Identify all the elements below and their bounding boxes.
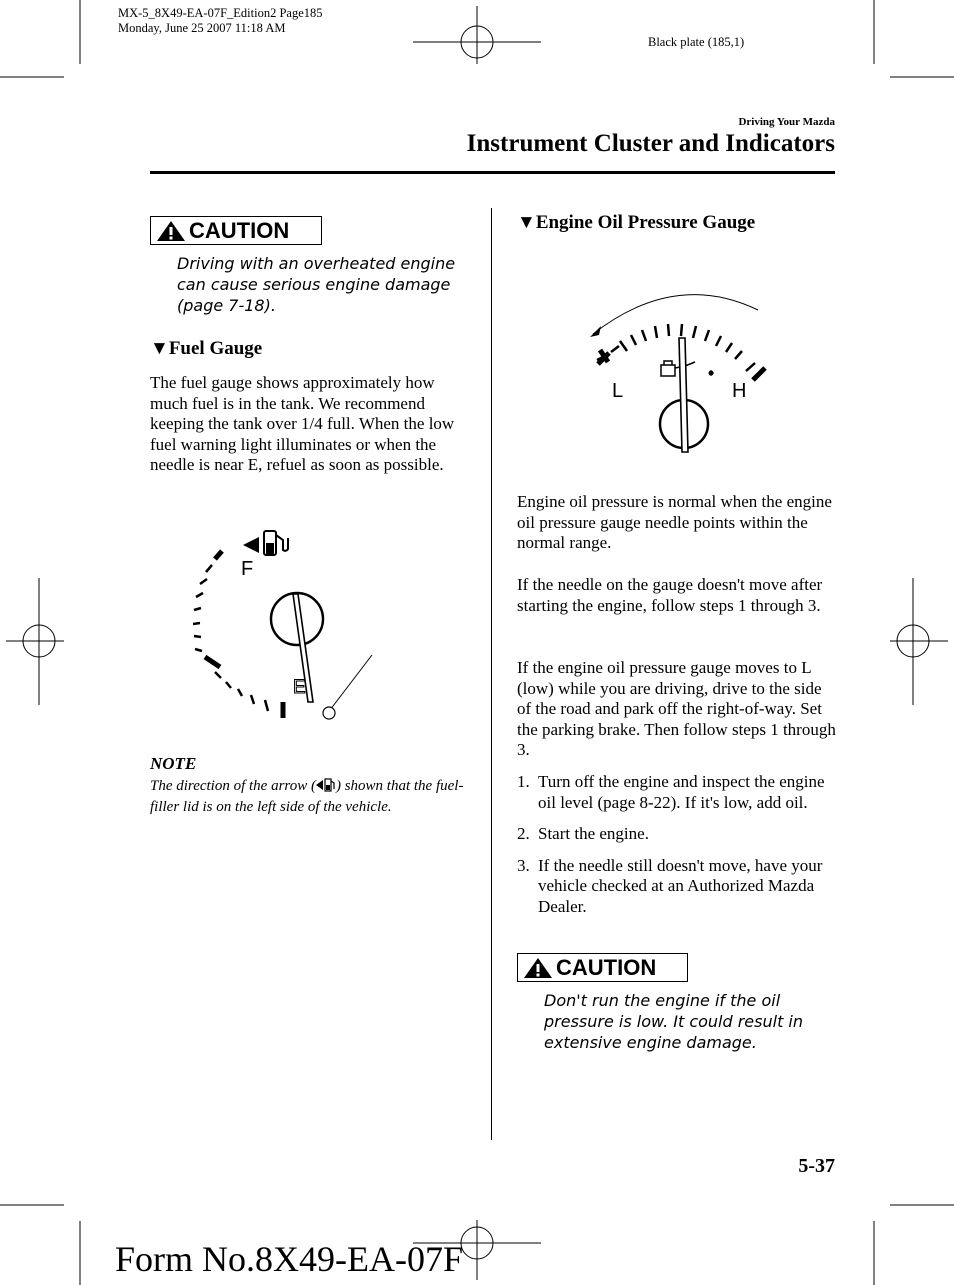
oil-tick xyxy=(716,336,721,346)
list-item xyxy=(517,772,835,813)
oil-paragraph-3: If the engine oil pressure gauge moves to L (low) while you are driving, drive to the side of the road and park off the right-of-way. Set the parking brake. Then follow steps 1 through 3. xyxy=(517,658,836,760)
oil-tick xyxy=(705,330,709,341)
fuel-gauge-heading-text: Fuel Gauge xyxy=(168,338,263,359)
step-number: 1. xyxy=(517,772,530,791)
fuel-tick xyxy=(194,636,201,637)
list-item xyxy=(517,824,835,845)
fuel-tick xyxy=(200,579,207,584)
fuel-gauge-illustration xyxy=(190,524,390,724)
fuel-tick xyxy=(226,682,231,688)
fuel-gauge-description: The fuel gauge shows approximately how much fuel is in the tank. We recommend keeping the tank over 1/4 full. When the low fuel warning light illuminates or when the needle is near E, refuel as soon as possible. xyxy=(150,373,455,475)
caution-text: Driving with an overheated engine can cause serious engine damage (page 7-18). xyxy=(177,254,456,315)
fuel-arrow-icon xyxy=(243,537,259,553)
caution-label: CAUTION xyxy=(556,954,657,980)
oil-tick-high xyxy=(753,368,765,380)
fuel-tick xyxy=(215,672,221,678)
note-heading: NOTE xyxy=(150,754,197,773)
step-number: 2. xyxy=(517,824,530,844)
column-divider xyxy=(491,208,492,1140)
oil-paragraph-1: Engine oil pressure is normal when the engine oil pressure gauge needle points within the normal range. xyxy=(517,492,832,553)
gauge-empty-label: E xyxy=(293,677,306,698)
plate-label: Black plate (185,1) xyxy=(648,35,745,49)
caution-box xyxy=(517,953,688,982)
oil-gauge-heading-text: Engine Oil Pressure Gauge xyxy=(535,212,756,233)
warning-icon xyxy=(523,957,553,979)
oil-tick xyxy=(620,341,627,351)
gauge-high-label: H xyxy=(732,380,747,402)
fuel-tick xyxy=(205,657,220,667)
print-meta-line2: Monday, June 25 2007 11:18 AM xyxy=(118,21,286,35)
caution-text: Don't run the engine if the oil pressure is low. It could result in extensive engine damage. xyxy=(544,991,804,1052)
note-text xyxy=(150,776,465,817)
oil-can-icon xyxy=(661,361,713,376)
triangle-bullet-icon: ▼ xyxy=(517,212,536,233)
oil-tick xyxy=(746,363,755,371)
oil-pressure-gauge-illustration xyxy=(575,290,775,460)
fuel-tick xyxy=(196,593,203,597)
gauge-full-label: F xyxy=(241,558,254,580)
arc-arrowhead xyxy=(590,326,601,337)
fuel-tick xyxy=(238,689,242,696)
step-number: 3. xyxy=(517,855,530,875)
triangle-bullet-icon: ▼ xyxy=(150,338,169,359)
note-text-part2: ) shown that the fuel-filler lid is on the left side of the vehicle. xyxy=(150,778,464,815)
oil-tick xyxy=(655,326,657,338)
oil-tick xyxy=(631,335,636,345)
oil-gauge-heading xyxy=(517,212,755,234)
oil-tick xyxy=(693,326,696,338)
oil-tick xyxy=(726,343,732,352)
warning-light-marker xyxy=(323,707,335,719)
print-meta-line1: MX-5_8X49-EA-07F_Edition2 Page185 xyxy=(118,6,323,20)
form-number: Form No.8X49-EA-07F xyxy=(115,1239,463,1279)
note-text-part1: The direction of the arrow ( xyxy=(150,778,316,794)
step-text: Turn off the engine and inspect the engine oil level (page 8-22). If it's low, add oil. xyxy=(538,772,825,812)
section-name: Driving Your Mazda xyxy=(738,116,835,128)
fuel-tick xyxy=(195,649,202,651)
step-text: Start the engine. xyxy=(538,824,649,844)
fuel-tick xyxy=(194,608,201,610)
step-text: If the needle still doesn't move, have your vehicle checked at an Authorized Mazda Dealer. xyxy=(538,855,823,916)
fuel-tick xyxy=(206,565,212,572)
fuel-tick xyxy=(193,623,200,624)
warning-icon xyxy=(156,220,186,242)
fuel-tick xyxy=(251,695,254,704)
fuel-gauge-heading xyxy=(150,338,262,360)
oil-tick xyxy=(642,330,646,341)
oil-tick xyxy=(681,324,682,336)
page-title: Instrument Cluster and Indicators xyxy=(466,130,835,157)
fuel-arrow-pump-icon xyxy=(316,778,336,792)
gauge-low-label: L xyxy=(612,380,624,402)
page-number: 5-37 xyxy=(798,1155,835,1177)
print-metadata xyxy=(118,6,323,36)
fuel-pump-icon xyxy=(264,531,288,555)
caution-label: CAUTION xyxy=(189,217,290,243)
oil-tick xyxy=(735,351,742,359)
leader-line xyxy=(330,655,372,710)
fuel-tick xyxy=(265,700,268,711)
title-rule xyxy=(150,171,835,174)
oil-paragraph-2: If the needle on the gauge doesn't move after starting the engine, follow steps 1 through 3. xyxy=(517,575,823,615)
caution-box xyxy=(150,216,322,245)
fuel-tick xyxy=(215,551,222,559)
oil-tick xyxy=(668,324,669,336)
oil-tick xyxy=(611,346,619,352)
list-item xyxy=(517,856,835,918)
normal-range-arc xyxy=(593,295,758,334)
steps-list xyxy=(517,772,835,918)
